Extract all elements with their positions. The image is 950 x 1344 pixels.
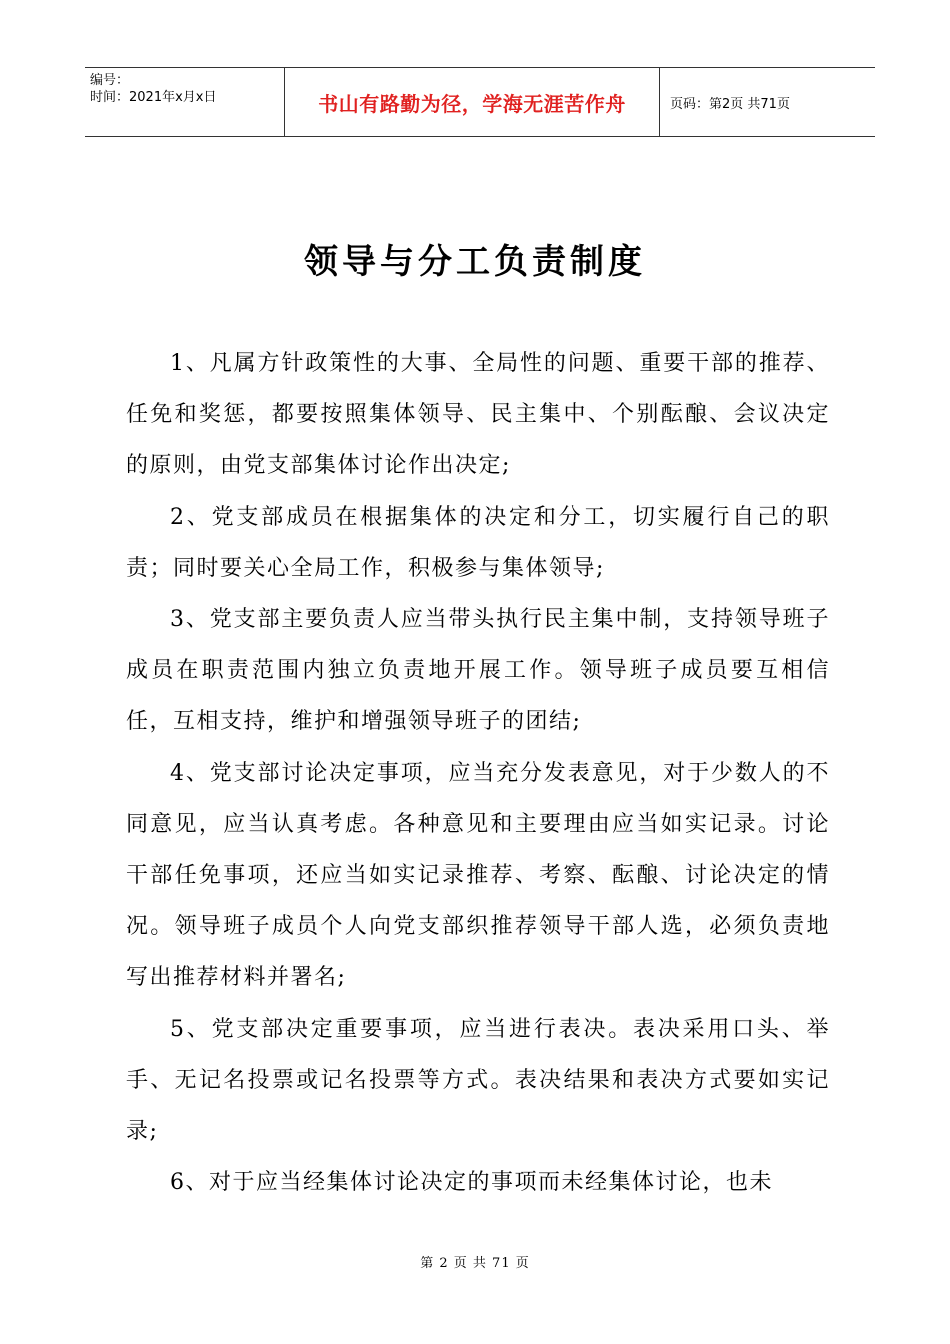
header-motto: 书山有路勤为径，学海无涯苦作舟 [285, 68, 660, 136]
page-header [85, 67, 875, 137]
document-body [126, 338, 830, 1208]
page-footer: 第 2 页 共 71 页 [420, 1256, 530, 1271]
document-time-label: 时间：2021年x月x日 [90, 90, 217, 105]
document-title: 领导与分工负责制度 [304, 242, 646, 282]
paragraph: 1、凡属方针政策性的大事、全局性的问题、重要干部的推荐、任免和奖惩，都要按照集体领导、民主集中、个别酝酿、会议决定的原则，由党支部集体讨论作出决定; [126, 351, 830, 479]
header-page-code: 页码：第2页 共71页 [670, 96, 790, 112]
paragraph: 5、党支部决定重要事项，应当进行表决。表决采用口头、举手、无记名投票或记名投票等方式。表决结果和表决方式要如实记录; [126, 1016, 830, 1145]
paragraph: 2、党支部成员在根据集体的决定和分工，切实履行自己的职责；同时要关心全局工作，积极参与集体领导; [126, 504, 830, 581]
paragraph: 3、党支部主要负责人应当带头执行民主集中制，支持领导班子成员在职责范围内独立负责地开展工作。领导班子成员要互相信任，互相支持，维护和增强领导班子的团结; [126, 607, 830, 735]
header-meta [85, 68, 285, 136]
paragraph: 4、党支部讨论决定事项，应当充分发表意见，对于少数人的不同意见，应当认真考虑。各种意见和主要理由应当如实记录。讨论干部任免事项，还应当如实记录推荐、考察、酝酿、讨论决定的情况。领导班子成员个人向党支部织推荐领导干部人选，必须负责地写出推荐材料并署名; [126, 760, 830, 991]
paragraph: 6、对于应当经集体讨论决定的事项而未经集体讨论，也未 [170, 1170, 773, 1196]
document-number-label: 编号： [90, 73, 130, 88]
